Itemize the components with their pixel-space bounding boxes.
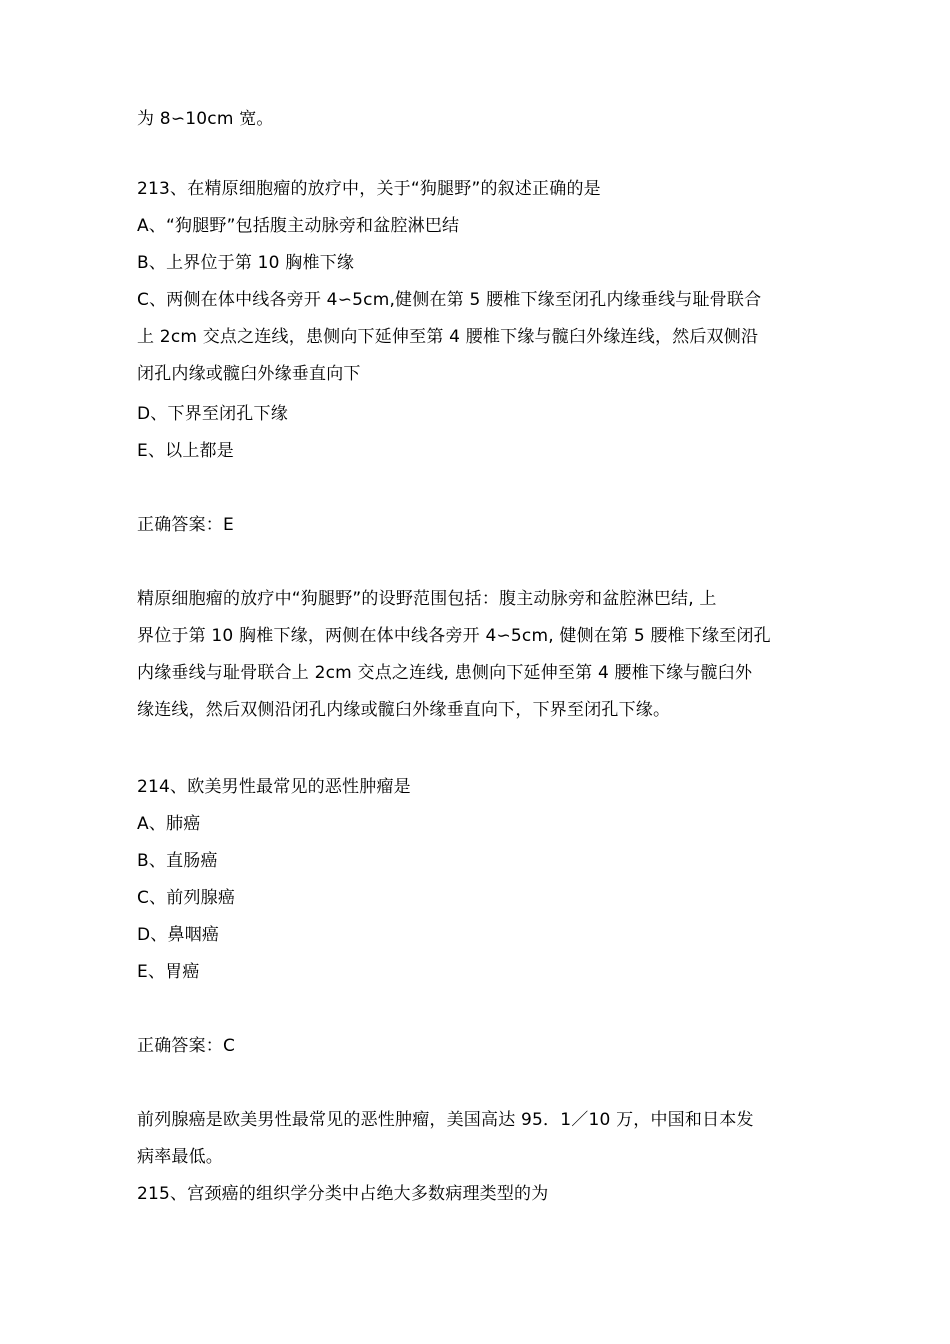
question-215: 215、宫颈癌的组织学分类中占绝大多数病理类型的为 xyxy=(137,1184,549,1204)
option-b: B、直肠癌 xyxy=(137,851,218,871)
explanation-line: 界位于第 10 胸椎下缘，两侧在体中线各旁开 4∽5cm, 健侧在第 5 腰椎下缘至闭孔 xyxy=(137,626,771,646)
explanation-line: 病率最低。 xyxy=(137,1147,223,1167)
question-214: 214、欧美男性最常见的恶性肿瘤是 xyxy=(137,777,411,797)
explanation-line: 内缘垂线与耻骨联合上 2cm 交点之连线, 患侧向下延伸至第 4 腰椎下缘与髋臼外 xyxy=(137,663,753,683)
text-line: 为 8∽10cm 宽。 xyxy=(137,109,274,129)
explanation-line: 缘连线，然后双侧沿闭孔内缘或髋臼外缘垂直向下，下界至闭孔下缘。 xyxy=(137,700,671,720)
option-c-cont: 上 2cm 交点之连线，患侧向下延伸至第 4 腰椎下缘与髋臼外缘连线，然后双侧沿 xyxy=(137,327,759,347)
option-c: C、两侧在体中线各旁开 4∽5cm,健侧在第 5 腰椎下缘至闭孔内缘垂线与耻骨联合 xyxy=(137,290,762,310)
explanation-line: 前列腺癌是欧美男性最常见的恶性肿瘤，美国高达 95．1／10 万，中国和日本发 xyxy=(137,1110,754,1130)
option-d: D、下界至闭孔下缘 xyxy=(137,404,288,424)
option-a: A、“狗腿野”包括腹主动脉旁和盆腔淋巴结 xyxy=(137,216,460,236)
answer-label: 正确答案：C xyxy=(137,1036,236,1056)
option-b: B、上界位于第 10 胸椎下缘 xyxy=(137,253,355,273)
answer-label: 正确答案：E xyxy=(137,515,234,535)
option-c-cont: 闭孔内缘或髋臼外缘垂直向下 xyxy=(137,364,361,384)
option-e: E、以上都是 xyxy=(137,441,234,461)
question-213: 213、在精原细胞瘤的放疗中，关于“狗腿野”的叙述正确的是 xyxy=(137,179,601,199)
option-c: C、前列腺癌 xyxy=(137,888,236,908)
option-d: D、鼻咽癌 xyxy=(137,925,220,945)
explanation-line: 精原细胞瘤的放疗中“狗腿野”的设野范围包括：腹主动脉旁和盆腔淋巴结, 上 xyxy=(137,589,717,609)
option-a: A、肺癌 xyxy=(137,814,201,834)
option-e: E、胃癌 xyxy=(137,962,200,982)
